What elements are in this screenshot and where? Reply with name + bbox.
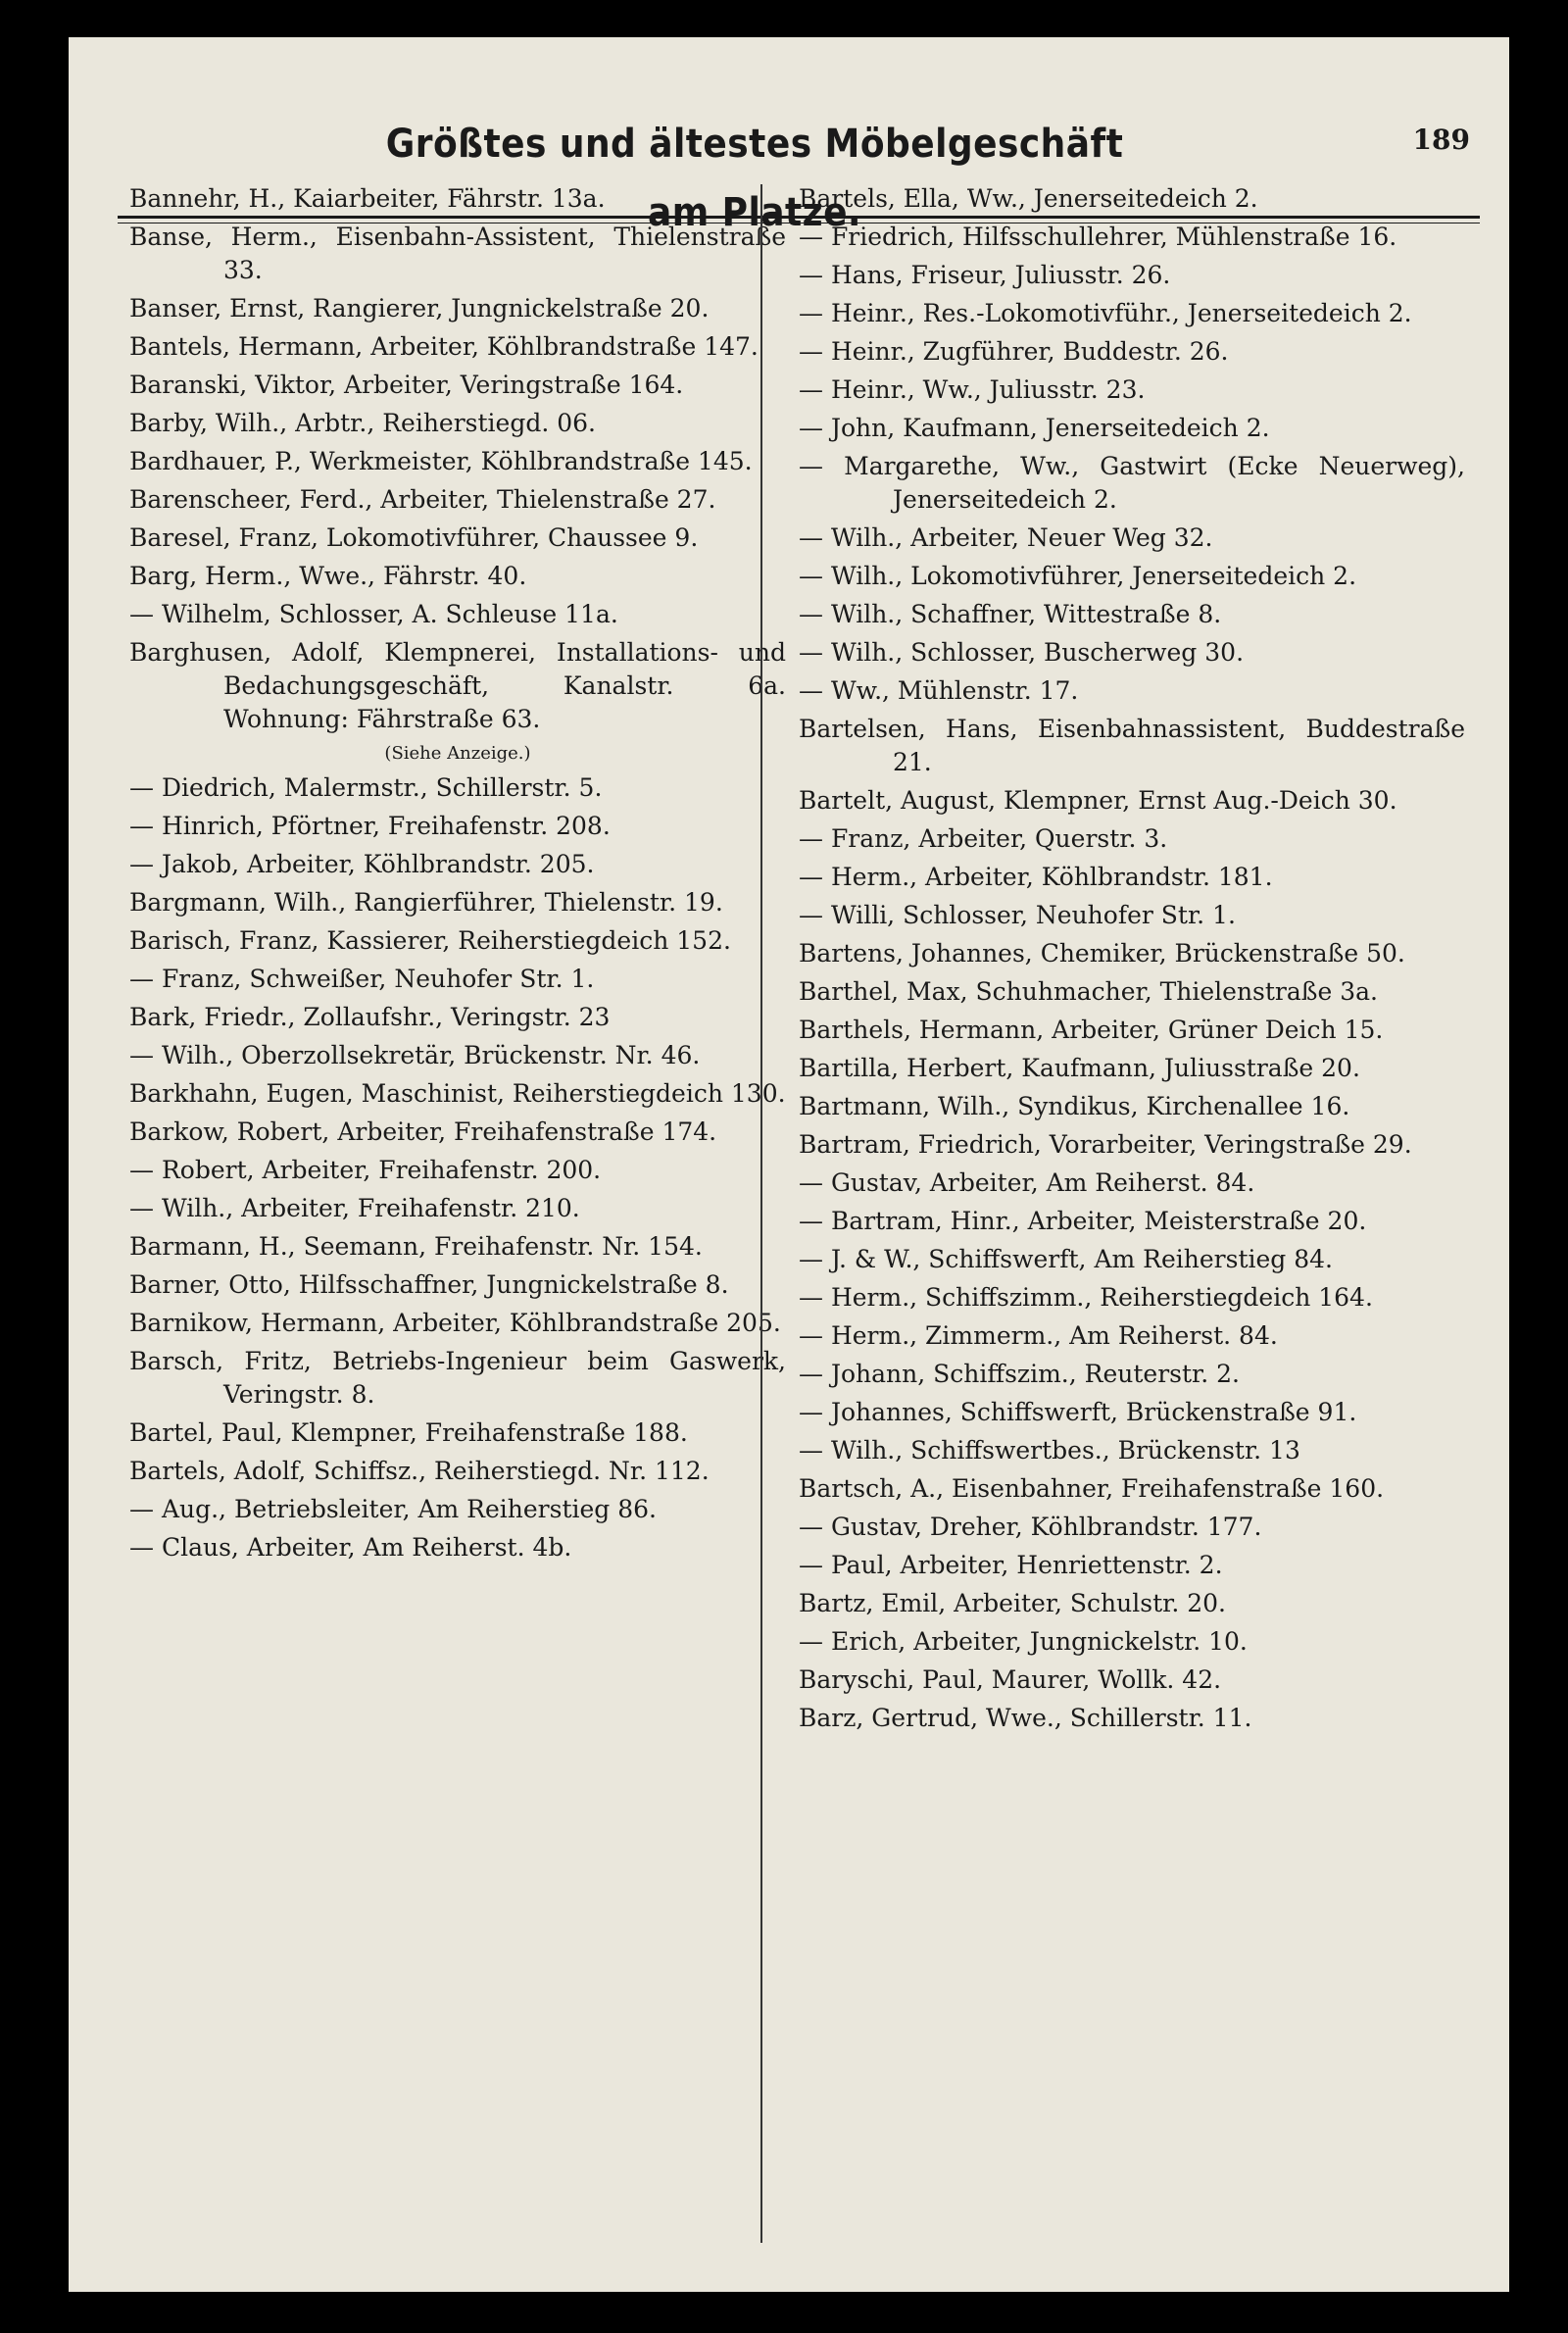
directory-entry: — Wilh., Schaffner, Wittestraße 8.	[799, 600, 1222, 628]
directory-entry: Bardhauer, P., Werkmeister, Köhlbrandstraße 145.	[129, 447, 753, 475]
directory-entry: — Heinr., Res.-Lokomotivführ., Jenerseitedeich 2.	[799, 299, 1412, 327]
directory-entry: Barsch, Fritz, Betriebs-Ingenieur beim Gaswerk, Veringstr. 8.	[129, 1347, 786, 1409]
directory-entry: — Gustav, Dreher, Köhlbrandstr. 177.	[799, 1513, 1262, 1541]
directory-entry: Barg, Herm., Wwe., Fährstr. 40.	[129, 562, 527, 590]
directory-entry: Barisch, Franz, Kassierer, Reiherstiegdeich 152.	[129, 926, 731, 955]
directory-entry: — Wilh., Arbeiter, Neuer Weg 32.	[799, 523, 1213, 552]
directory-entry: Bartens, Johannes, Chemiker, Brückenstraße 50.	[799, 939, 1405, 968]
directory-entry: — Paul, Arbeiter, Henriettenstr. 2.	[799, 1551, 1223, 1579]
directory-entry: — Jakob, Arbeiter, Köhlbrandstr. 205.	[129, 850, 595, 878]
reference-note: (Siehe Anzeige.)	[384, 743, 531, 764]
directory-entry: — Herm., Schiffszimm., Reiherstiegdeich 164.	[799, 1283, 1373, 1312]
directory-entry: Barz, Gertrud, Wwe., Schillerstr. 11.	[799, 1704, 1252, 1732]
directory-entry: Bartels, Ella, Ww., Jenerseitedeich 2.	[799, 184, 1258, 213]
directory-entry: Barmann, H., Seemann, Freihafenstr. Nr. 154.	[129, 1232, 703, 1261]
directory-entry: — Margarethe, Ww., Gastwirt (Ecke Neuerweg), Jenerseitedeich 2.	[799, 452, 1465, 514]
directory-entry: — Wilhelm, Schlosser, A. Schleuse 11a.	[129, 600, 618, 628]
directory-entry: Barkhahn, Eugen, Maschinist, Reiherstiegdeich 130.	[129, 1079, 786, 1108]
directory-entry: Bartram, Friedrich, Vorarbeiter, Veringstraße 29.	[799, 1130, 1412, 1159]
directory-entry: Bartel, Paul, Klempner, Freihafenstraße 188.	[129, 1418, 688, 1447]
directory-entry: — Erich, Arbeiter, Jungnickelstr. 10.	[799, 1627, 1248, 1656]
directory-entry: — Heinr., Zugführer, Buddestr. 26.	[799, 337, 1229, 366]
directory-entry: Bartmann, Wilh., Syndikus, Kirchenallee 16.	[799, 1092, 1350, 1120]
directory-entry: — Franz, Schweißer, Neuhofer Str. 1.	[129, 965, 595, 993]
directory-entry: Bartelt, August, Klempner, Ernst Aug.-Deich 30.	[799, 786, 1397, 815]
directory-entry: Bark, Friedr., Zollaufshr., Veringstr. 23	[129, 1003, 611, 1031]
column-divider	[760, 184, 762, 2243]
directory-entry: — Wilh., Arbeiter, Freihafenstr. 210.	[129, 1194, 580, 1222]
directory-entry: Banse, Herm., Eisenbahn-Assistent, Thielenstraße 33.	[129, 223, 786, 284]
page-number: 189	[1412, 124, 1470, 156]
directory-entry: Bartels, Adolf, Schiffsz., Reiherstiegd. Nr. 112.	[129, 1457, 710, 1485]
directory-entry: — Diedrich, Malermstr., Schillerstr. 5.	[129, 773, 603, 802]
directory-entry: — Johannes, Schiffswerft, Brückenstraße 91.	[799, 1398, 1357, 1426]
directory-entry: Baresel, Franz, Lokomotivführer, Chaussee 9.	[129, 523, 699, 552]
directory-entry: Barghusen, Adolf, Klempnerei, Installations- und Bedachungsgeschäft, Kanalstr. 6a. Wohnung: Fährstraße 63.	[129, 638, 786, 733]
directory-entry: — Friedrich, Hilfsschullehrer, Mühlenstraße 16.	[799, 223, 1397, 251]
directory-entry: — Franz, Arbeiter, Querstr. 3.	[799, 824, 1168, 853]
directory-entry: — Claus, Arbeiter, Am Reiherst. 4b.	[129, 1533, 572, 1562]
directory-page	[69, 37, 1509, 2292]
directory-entry: Barthel, Max, Schuhmacher, Thielenstraße 3a.	[799, 977, 1378, 1006]
directory-entry: Bannehr, H., Kaiarbeiter, Fährstr. 13a.	[129, 184, 606, 213]
directory-entry: Barnikow, Hermann, Arbeiter, Köhlbrandstraße 205.	[129, 1309, 781, 1337]
directory-entry: Bartelsen, Hans, Eisenbahnassistent, Buddestraße 21.	[799, 715, 1465, 776]
directory-entry: — Ww., Mühlenstr. 17.	[799, 676, 1079, 705]
directory-entry: Bartz, Emil, Arbeiter, Schulstr. 20.	[799, 1589, 1226, 1617]
directory-entry: — Wilh., Schlosser, Buscherweg 30.	[799, 638, 1245, 667]
directory-entry: — Heinr., Ww., Juliusstr. 23.	[799, 375, 1146, 404]
page-header-title: Größtes und ältestes Möbelgeschäft am Platze.	[385, 122, 1124, 235]
directory-entry: Barner, Otto, Hilfsschaffner, Jungnickelstraße 8.	[129, 1270, 729, 1299]
directory-entry: Baranski, Viktor, Arbeiter, Veringstraße 164.	[129, 371, 684, 399]
directory-entry: Barby, Wilh., Arbtr., Reiherstiegd. 06.	[129, 409, 597, 437]
directory-entry: — Wilh., Schiffswertbes., Brückenstr. 13	[799, 1436, 1300, 1464]
directory-entry: Banser, Ernst, Rangierer, Jungnickelstraße 20.	[129, 294, 710, 323]
directory-entry: — Herm., Arbeiter, Köhlbrandstr. 181.	[799, 863, 1273, 891]
directory-entry: — Hans, Friseur, Juliusstr. 26.	[799, 261, 1171, 289]
right-column	[799, 182, 1465, 2251]
directory-entry: — John, Kaufmann, Jenerseitedeich 2.	[799, 414, 1270, 442]
directory-entry: Bantels, Hermann, Arbeiter, Köhlbrandstraße 147.	[129, 332, 759, 361]
directory-entry: — Johann, Schiffszim., Reuterstr. 2.	[799, 1360, 1240, 1388]
directory-entry: Bartsch, A., Eisenbahner, Freihafenstraße 160.	[799, 1474, 1385, 1503]
directory-entry: — Hinrich, Pförtner, Freihafenstr. 208.	[129, 812, 611, 840]
directory-entry: — Aug., Betriebsleiter, Am Reiherstieg 86.	[129, 1495, 658, 1523]
directory-entry: Barkow, Robert, Arbeiter, Freihafenstraße 174.	[129, 1117, 717, 1146]
directory-entry: — J. & W., Schiffswerft, Am Reiherstieg 84.	[799, 1245, 1333, 1273]
directory-entry: — Wilh., Lokomotivführer, Jenerseitedeich 2.	[799, 562, 1357, 590]
directory-entry: — Wilh., Oberzollsekretär, Brückenstr. Nr. 46.	[129, 1041, 701, 1069]
left-column	[129, 182, 786, 2251]
directory-entry: Bartilla, Herbert, Kaufmann, Juliusstraße 20.	[799, 1054, 1360, 1082]
directory-entry: — Gustav, Arbeiter, Am Reiherst. 84.	[799, 1168, 1255, 1197]
directory-entry: Barenscheer, Ferd., Arbeiter, Thielenstraße 27.	[129, 485, 716, 514]
directory-entry: — Herm., Zimmerm., Am Reiherst. 84.	[799, 1321, 1278, 1350]
directory-entry: — Robert, Arbeiter, Freihafenstr. 200.	[129, 1156, 602, 1184]
directory-entry: Barthels, Hermann, Arbeiter, Grüner Deich 15.	[799, 1016, 1384, 1044]
directory-entry: — Bartram, Hinr., Arbeiter, Meisterstraße 20.	[799, 1207, 1367, 1235]
directory-entry: Baryschi, Paul, Maurer, Wollk. 42.	[799, 1665, 1222, 1694]
directory-entry: Bargmann, Wilh., Rangierführer, Thielenstr. 19.	[129, 888, 723, 917]
directory-entry: — Willi, Schlosser, Neuhofer Str. 1.	[799, 901, 1236, 929]
